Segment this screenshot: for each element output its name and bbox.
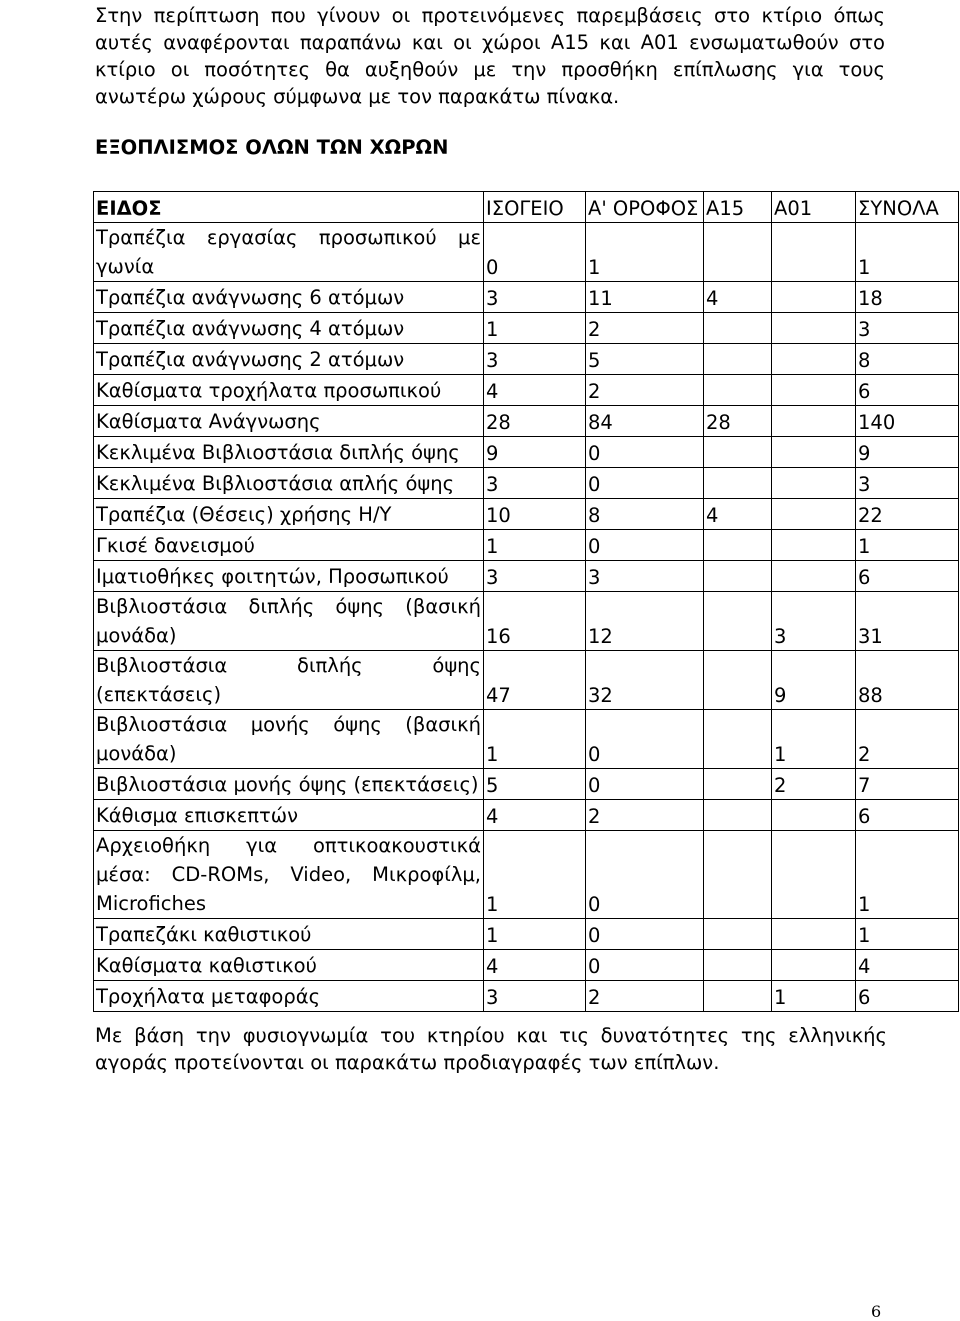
cell-total: 3 <box>856 468 959 499</box>
table-row <box>94 651 959 710</box>
closing-paragraph: Με βάση την φυσιογνωμία του κτηρίου και τις δυνατότητες της ελληνικής αγοράς προτείνονται οι παρακάτω προδιαγραφές των επίπλων. <box>95 1024 887 1074</box>
header-item-type: ΕΙΔΟΣ <box>94 192 484 223</box>
intro-paragraph: Στην περίπτωση που γίνουν οι προτεινόμενες παρεμβάσεις στο κτίριο όπως αυτές αναφέρονται παραπάνω και οι χώροι Α15 και Α01 ενσωματωθούν στο κτίριο οι ποσότητες θα αυξηθούν με την προσθήκη επίπλωσης για τους ανωτέρω χώρους σύμφωνα με τον παρακάτω πίνακα. <box>95 4 885 108</box>
cell-a15: 4 <box>704 282 772 313</box>
table-row <box>94 561 959 592</box>
table-row <box>94 950 959 981</box>
cell-item-type: Τραπέζια (Θέσεις) χρήσης Η/Υ <box>94 499 484 530</box>
cell-first-floor: 3 <box>586 561 704 592</box>
cell-item-type: Τραπέζια εργασίας προσωπικού με γωνία <box>94 223 484 282</box>
cell-a01 <box>772 406 856 437</box>
cell-item-type: Καθίσματα τροχήλατα προσωπικού <box>94 375 484 406</box>
cell-ground-floor: 10 <box>484 499 586 530</box>
section-heading: ΕΞΟΠΛΙΣΜΟΣ ΟΛΩΝ ΤΩΝ ΧΩΡΩΝ <box>95 136 449 159</box>
cell-item-type: Γκισέ δανεισμού <box>94 530 484 561</box>
cell-item-type: Κεκλιμένα Βιβλιοστάσια διπλής όψης <box>94 437 484 468</box>
cell-a15 <box>704 651 772 710</box>
table-row <box>94 981 959 1012</box>
cell-total: 4 <box>856 950 959 981</box>
cell-a01 <box>772 344 856 375</box>
cell-total: 9 <box>856 437 959 468</box>
cell-ground-floor: 3 <box>484 561 586 592</box>
cell-ground-floor: 1 <box>484 919 586 950</box>
cell-total: 2 <box>856 710 959 769</box>
cell-first-floor: 2 <box>586 981 704 1012</box>
table-row <box>94 437 959 468</box>
cell-first-floor: 2 <box>586 375 704 406</box>
cell-first-floor: 11 <box>586 282 704 313</box>
cell-item-type: Καθίσματα Ανάγνωσης <box>94 406 484 437</box>
cell-total: 1 <box>856 530 959 561</box>
cell-item-type: Τραπεζάκι καθιστικού <box>94 919 484 950</box>
cell-a15 <box>704 800 772 831</box>
table-row <box>94 530 959 561</box>
cell-a15 <box>704 223 772 282</box>
cell-ground-floor: 3 <box>484 981 586 1012</box>
cell-a01 <box>772 950 856 981</box>
cell-a01: 3 <box>772 592 856 651</box>
cell-first-floor: 2 <box>586 313 704 344</box>
cell-a15 <box>704 592 772 651</box>
cell-item-type: Τροχήλατα μεταφοράς <box>94 981 484 1012</box>
cell-total: 6 <box>856 561 959 592</box>
cell-total: 6 <box>856 800 959 831</box>
cell-a15 <box>704 950 772 981</box>
cell-total: 1 <box>856 223 959 282</box>
cell-first-floor: 5 <box>586 344 704 375</box>
cell-a15: 4 <box>704 499 772 530</box>
cell-a15 <box>704 561 772 592</box>
table-row <box>94 282 959 313</box>
cell-item-type: Καθίσματα καθιστικού <box>94 950 484 981</box>
cell-total: 18 <box>856 282 959 313</box>
table-row <box>94 710 959 769</box>
cell-ground-floor: 4 <box>484 375 586 406</box>
cell-a01: 1 <box>772 710 856 769</box>
table-row <box>94 223 959 282</box>
header-ground-floor: ΙΣΟΓΕΙΟ <box>484 192 586 223</box>
cell-a15 <box>704 313 772 344</box>
cell-a01 <box>772 313 856 344</box>
cell-a01 <box>772 561 856 592</box>
cell-a15 <box>704 375 772 406</box>
header-a01: Α01 <box>772 192 856 223</box>
table-row <box>94 800 959 831</box>
cell-item-type: Ιματιοθήκες φοιτητών, Προσωπικού <box>94 561 484 592</box>
cell-ground-floor: 4 <box>484 950 586 981</box>
table-row <box>94 831 959 919</box>
cell-a01 <box>772 800 856 831</box>
header-first-floor: Α' ΟΡΟΦΟΣ <box>586 192 704 223</box>
cell-ground-floor: 5 <box>484 769 586 800</box>
cell-first-floor: 8 <box>586 499 704 530</box>
cell-first-floor: 84 <box>586 406 704 437</box>
cell-a15 <box>704 344 772 375</box>
table-body <box>94 223 959 1012</box>
cell-first-floor: 0 <box>586 919 704 950</box>
cell-first-floor: 0 <box>586 530 704 561</box>
cell-item-type: Κάθισμα επισκεπτών <box>94 800 484 831</box>
cell-total: 6 <box>856 981 959 1012</box>
table-row <box>94 375 959 406</box>
cell-a01 <box>772 499 856 530</box>
cell-total: 31 <box>856 592 959 651</box>
header-a15: Α15 <box>704 192 772 223</box>
table-row <box>94 919 959 950</box>
cell-a15 <box>704 981 772 1012</box>
cell-a15 <box>704 530 772 561</box>
cell-a15: 28 <box>704 406 772 437</box>
cell-ground-floor: 28 <box>484 406 586 437</box>
cell-first-floor: 2 <box>586 800 704 831</box>
cell-total: 8 <box>856 344 959 375</box>
cell-ground-floor: 1 <box>484 831 586 919</box>
page-number: 6 <box>871 1302 882 1321</box>
table-row <box>94 499 959 530</box>
cell-a15 <box>704 468 772 499</box>
cell-item-type: Τραπέζια ανάγνωσης 4 ατόμων <box>94 313 484 344</box>
cell-total: 1 <box>856 919 959 950</box>
cell-a01 <box>772 468 856 499</box>
cell-ground-floor: 3 <box>484 344 586 375</box>
cell-first-floor: 0 <box>586 950 704 981</box>
cell-item-type: Βιβλιοστάσια μονής όψης (επεκτάσεις) <box>94 769 484 800</box>
cell-a01 <box>772 437 856 468</box>
cell-a01 <box>772 282 856 313</box>
cell-item-type: Βιβλιοστάσια διπλής όψης (επεκτάσεις) <box>94 651 484 710</box>
cell-a01 <box>772 530 856 561</box>
header-totals: ΣΥΝΟΛΑ <box>856 192 959 223</box>
cell-total: 6 <box>856 375 959 406</box>
table-row <box>94 769 959 800</box>
cell-first-floor: 0 <box>586 468 704 499</box>
cell-a01 <box>772 223 856 282</box>
cell-ground-floor: 1 <box>484 530 586 561</box>
cell-ground-floor: 1 <box>484 313 586 344</box>
cell-a15 <box>704 919 772 950</box>
cell-a01 <box>772 919 856 950</box>
cell-first-floor: 0 <box>586 831 704 919</box>
cell-total: 1 <box>856 831 959 919</box>
cell-item-type: Βιβλιοστάσια μονής όψης (βασική μονάδα) <box>94 710 484 769</box>
cell-item-type: Βιβλιοστάσια διπλής όψης (βασική μονάδα) <box>94 592 484 651</box>
cell-total: 7 <box>856 769 959 800</box>
cell-total: 3 <box>856 313 959 344</box>
cell-first-floor: 0 <box>586 769 704 800</box>
cell-item-type: Τραπέζια ανάγνωσης 2 ατόμων <box>94 344 484 375</box>
cell-a01: 1 <box>772 981 856 1012</box>
table-header-row <box>94 192 959 223</box>
cell-ground-floor: 9 <box>484 437 586 468</box>
cell-first-floor: 0 <box>586 710 704 769</box>
table-row <box>94 468 959 499</box>
cell-item-type: Αρχειοθήκη για οπτικοακουστικά μέσα: CD-ROMs, Video, Μικροφίλμ, Microfiches <box>94 831 484 919</box>
cell-item-type: Τραπέζια ανάγνωσης 6 ατόμων <box>94 282 484 313</box>
equipment-table <box>93 191 959 1012</box>
cell-ground-floor: 0 <box>484 223 586 282</box>
cell-first-floor: 1 <box>586 223 704 282</box>
cell-a01 <box>772 375 856 406</box>
cell-item-type: Κεκλιμένα Βιβλιοστάσια απλής όψης <box>94 468 484 499</box>
cell-ground-floor: 4 <box>484 800 586 831</box>
cell-a15 <box>704 710 772 769</box>
table-row <box>94 406 959 437</box>
cell-first-floor: 12 <box>586 592 704 651</box>
cell-total: 22 <box>856 499 959 530</box>
cell-total: 140 <box>856 406 959 437</box>
cell-a15 <box>704 437 772 468</box>
cell-ground-floor: 16 <box>484 592 586 651</box>
cell-a15 <box>704 831 772 919</box>
cell-a15 <box>704 769 772 800</box>
table-row <box>94 313 959 344</box>
cell-ground-floor: 3 <box>484 282 586 313</box>
cell-a01 <box>772 831 856 919</box>
cell-ground-floor: 3 <box>484 468 586 499</box>
table-row <box>94 592 959 651</box>
cell-a01: 2 <box>772 769 856 800</box>
cell-first-floor: 32 <box>586 651 704 710</box>
cell-total: 88 <box>856 651 959 710</box>
table-row <box>94 344 959 375</box>
cell-first-floor: 0 <box>586 437 704 468</box>
cell-ground-floor: 1 <box>484 710 586 769</box>
cell-a01: 9 <box>772 651 856 710</box>
cell-ground-floor: 47 <box>484 651 586 710</box>
